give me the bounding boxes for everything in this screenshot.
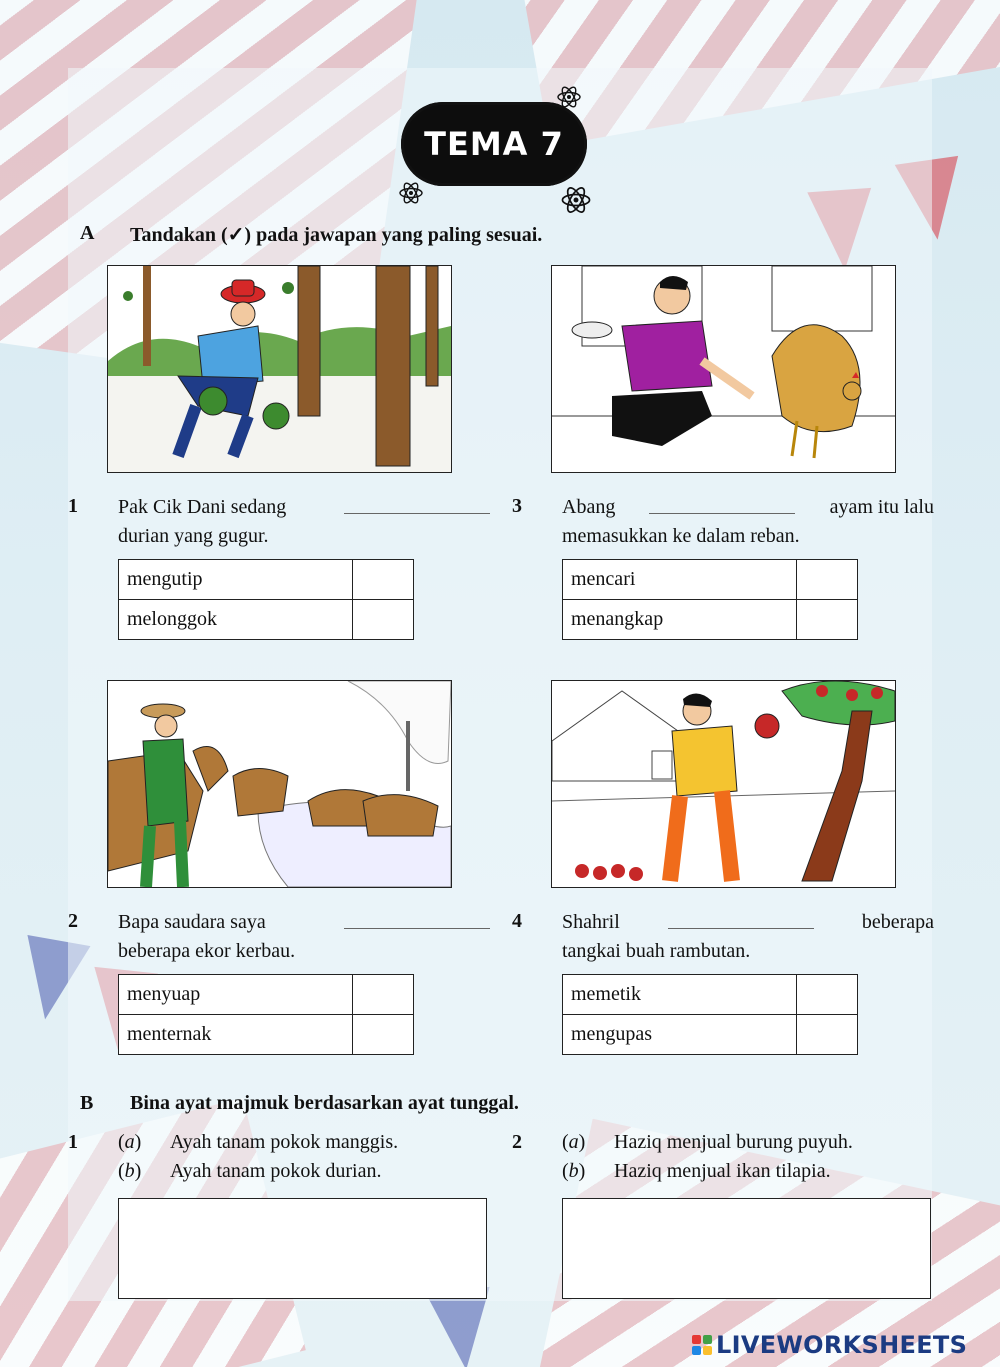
question-1-number: 1 bbox=[68, 495, 78, 517]
option-label: menangkap bbox=[563, 600, 797, 640]
section-b-item-1-b-label: (b) bbox=[118, 1160, 142, 1182]
question-2-number: 2 bbox=[68, 910, 78, 932]
liveworksheets-logo-text: LIVEWORKSHEETS bbox=[716, 1331, 968, 1359]
scene-buffalo-farm bbox=[107, 680, 452, 888]
option-label: menyuap bbox=[119, 975, 353, 1015]
liveworksheets-mark-icon bbox=[692, 1335, 712, 1355]
question-3-blank bbox=[649, 512, 795, 514]
section-b-item-1-answer-box[interactable] bbox=[118, 1198, 487, 1299]
section-b-instruction: Bina ayat majmuk berdasarkan ayat tunggal. bbox=[130, 1092, 519, 1114]
question-1-options bbox=[118, 559, 414, 640]
question-3-options bbox=[562, 559, 858, 640]
question-4-options bbox=[562, 974, 858, 1055]
option-checkbox[interactable] bbox=[353, 975, 414, 1015]
section-b-item-2-b-text: Haziq menjual ikan tilapia. bbox=[614, 1160, 831, 1182]
question-1-blank bbox=[344, 512, 490, 514]
option-label: mengupas bbox=[563, 1015, 797, 1055]
question-3-text bbox=[562, 493, 934, 551]
option-checkbox[interactable] bbox=[353, 1015, 414, 1055]
section-b-item-1-a-text: Ayah tanam pokok manggis. bbox=[170, 1131, 399, 1153]
option-label: menternak bbox=[119, 1015, 353, 1055]
option-checkbox[interactable] bbox=[797, 975, 858, 1015]
option-checkbox[interactable] bbox=[353, 600, 414, 640]
option-row bbox=[563, 600, 858, 640]
section-b-item-2-a-label: (a) bbox=[562, 1131, 586, 1153]
option-row bbox=[563, 560, 858, 600]
question-4-number: 4 bbox=[512, 910, 522, 932]
question-2-text-line2: beberapa ekor kerbau. bbox=[118, 940, 296, 962]
section-b-item-1-a-label: (a) bbox=[118, 1131, 142, 1153]
section-b-item-2-number: 2 bbox=[512, 1131, 522, 1153]
section-b-item-1-number: 1 bbox=[68, 1131, 78, 1153]
question-3-text-end: ayam itu lalu bbox=[829, 496, 934, 518]
question-3-number: 3 bbox=[512, 495, 522, 517]
section-b-item-2-a-text: Haziq menjual burung puyuh. bbox=[614, 1131, 853, 1153]
option-row bbox=[119, 1015, 414, 1055]
question-4-text bbox=[562, 908, 934, 966]
option-label: mencari bbox=[563, 560, 797, 600]
option-row bbox=[563, 975, 858, 1015]
option-row bbox=[563, 1015, 858, 1055]
option-checkbox[interactable] bbox=[797, 600, 858, 640]
atom-icon bbox=[560, 184, 592, 216]
question-2-text-start: Bapa saudara saya bbox=[118, 911, 266, 933]
section-b-letter: B bbox=[80, 1092, 94, 1114]
atom-icon bbox=[398, 180, 424, 206]
section-b-item-2-b-label: (b) bbox=[562, 1160, 586, 1182]
question-2-options bbox=[118, 974, 414, 1055]
option-checkbox[interactable] bbox=[353, 560, 414, 600]
theme-badge bbox=[401, 102, 587, 186]
scene-rambutan-picking bbox=[551, 680, 896, 888]
theme-title: TEMA 7 bbox=[424, 125, 564, 163]
question-2-blank bbox=[344, 927, 490, 929]
section-a-instruction: Tandakan (✓) pada jawapan yang paling sesuai. bbox=[130, 224, 543, 246]
question-4-blank bbox=[668, 927, 814, 929]
question-1-text-line2: durian yang gugur. bbox=[118, 525, 269, 547]
option-label: melonggok bbox=[119, 600, 353, 640]
question-3-text-start: Abang bbox=[562, 496, 616, 518]
question-4-text-start: Shahril bbox=[562, 911, 620, 933]
option-row bbox=[119, 600, 414, 640]
section-b-item-1-b-text: Ayah tanam pokok durian. bbox=[170, 1160, 382, 1182]
option-row bbox=[119, 560, 414, 600]
question-4-text-end: beberapa bbox=[861, 911, 934, 933]
section-b-item-2-answer-box[interactable] bbox=[562, 1198, 931, 1299]
option-label: memetik bbox=[563, 975, 797, 1015]
question-1-text-start: Pak Cik Dani sedang bbox=[118, 496, 287, 518]
question-3-text-line2: memasukkan ke dalam reban. bbox=[562, 525, 800, 547]
atom-icon bbox=[556, 84, 582, 110]
question-1-text bbox=[118, 493, 490, 551]
option-checkbox[interactable] bbox=[797, 560, 858, 600]
liveworksheets-logo bbox=[692, 1330, 967, 1360]
option-label: mengutip bbox=[119, 560, 353, 600]
question-2-text bbox=[118, 908, 490, 966]
scene-durian-picking bbox=[107, 265, 452, 473]
scene-catching-chicken bbox=[551, 265, 896, 473]
question-4-text-line2: tangkai buah rambutan. bbox=[562, 940, 751, 962]
option-row bbox=[119, 975, 414, 1015]
option-checkbox[interactable] bbox=[797, 1015, 858, 1055]
section-a-letter: A bbox=[80, 222, 95, 244]
